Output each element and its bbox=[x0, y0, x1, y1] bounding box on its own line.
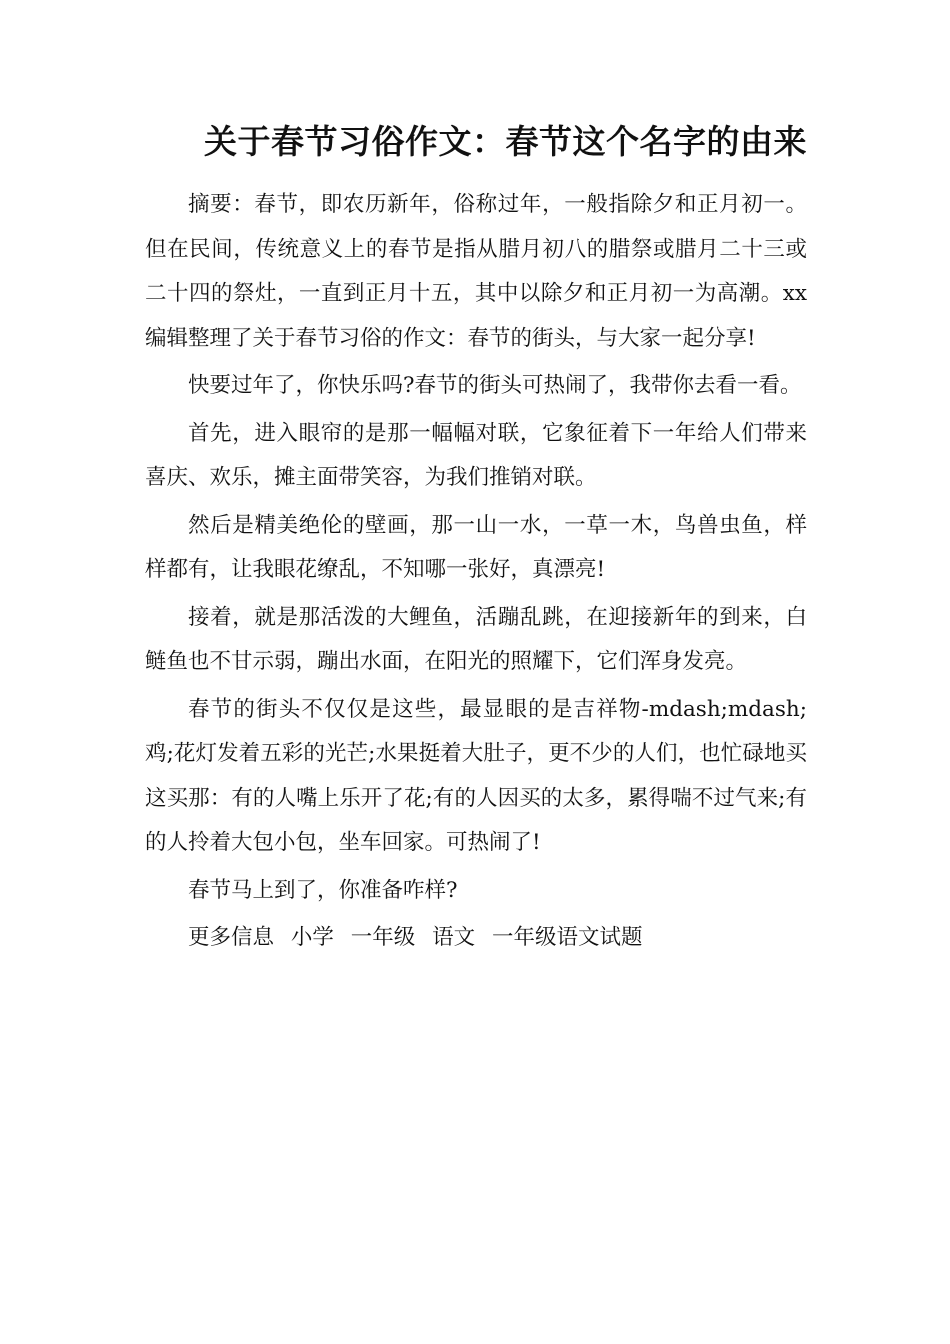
more-info-line bbox=[145, 916, 807, 961]
paragraph: 快要过年了，你快乐吗?春节的街头可热闹了，我带你去看一看。 bbox=[188, 373, 802, 398]
tag-link-chinese[interactable]: 语文 bbox=[432, 925, 476, 950]
paragraph: 首先，进入眼帘的是那一幅幅对联，它象征着下一年给人们带来喜庆、欢乐，摊主面带笑容，为我们推销对联。 bbox=[145, 420, 807, 490]
tag-link-grade-one[interactable]: 一年级 bbox=[350, 925, 416, 950]
tag-link-grade-one-chinese-tests[interactable]: 一年级语文试题 bbox=[491, 925, 643, 950]
paragraph: 春节马上到了，你准备咋样? bbox=[188, 877, 458, 903]
paragraph: 接着，就是那活泼的大鲤鱼，活蹦乱跳，在迎接新年的到来，白鲢鱼也不甘示弱，蹦出水面，在阳光的照耀下，它们浑身发亮。 bbox=[145, 604, 807, 674]
document-body bbox=[145, 183, 807, 961]
more-info-label: 更多信息 bbox=[188, 925, 275, 950]
document-title: 关于春节习俗作文：春节这个名字的由来 bbox=[204, 122, 807, 161]
paragraph: 春节的街头不仅仅是这些，最显眼的是吉祥物-mdash;mdash;鸡;花灯发着五彩的光芒;水果挺着大肚子，更不少的人们，也忙碌地买这买那：有的人嘴上乐开了花;有的人因买的太多，累得喘不过气来;有的人拎着大包小包，坐车回家。可热闹了! bbox=[145, 696, 807, 855]
tag-link-primary-school[interactable]: 小学 bbox=[290, 925, 334, 950]
paragraph: 然后是精美绝伦的壁画，那一山一水，一草一木，鸟兽虫鱼，样样都有，让我眼花缭乱，不知哪一张好，真漂亮! bbox=[145, 512, 807, 582]
paragraph-abstract: 摘要：春节，即农历新年，俗称过年，一般指除夕和正月初一。但在民间，传统意义上的春节是指从腊月初八的腊祭或腊月二十三或二十四的祭灶，一直到正月十五，其中以除夕和正月初一为高潮。xx编辑整理了关于春节习俗的作文：春节的街头，与大家一起分享! bbox=[145, 192, 807, 351]
